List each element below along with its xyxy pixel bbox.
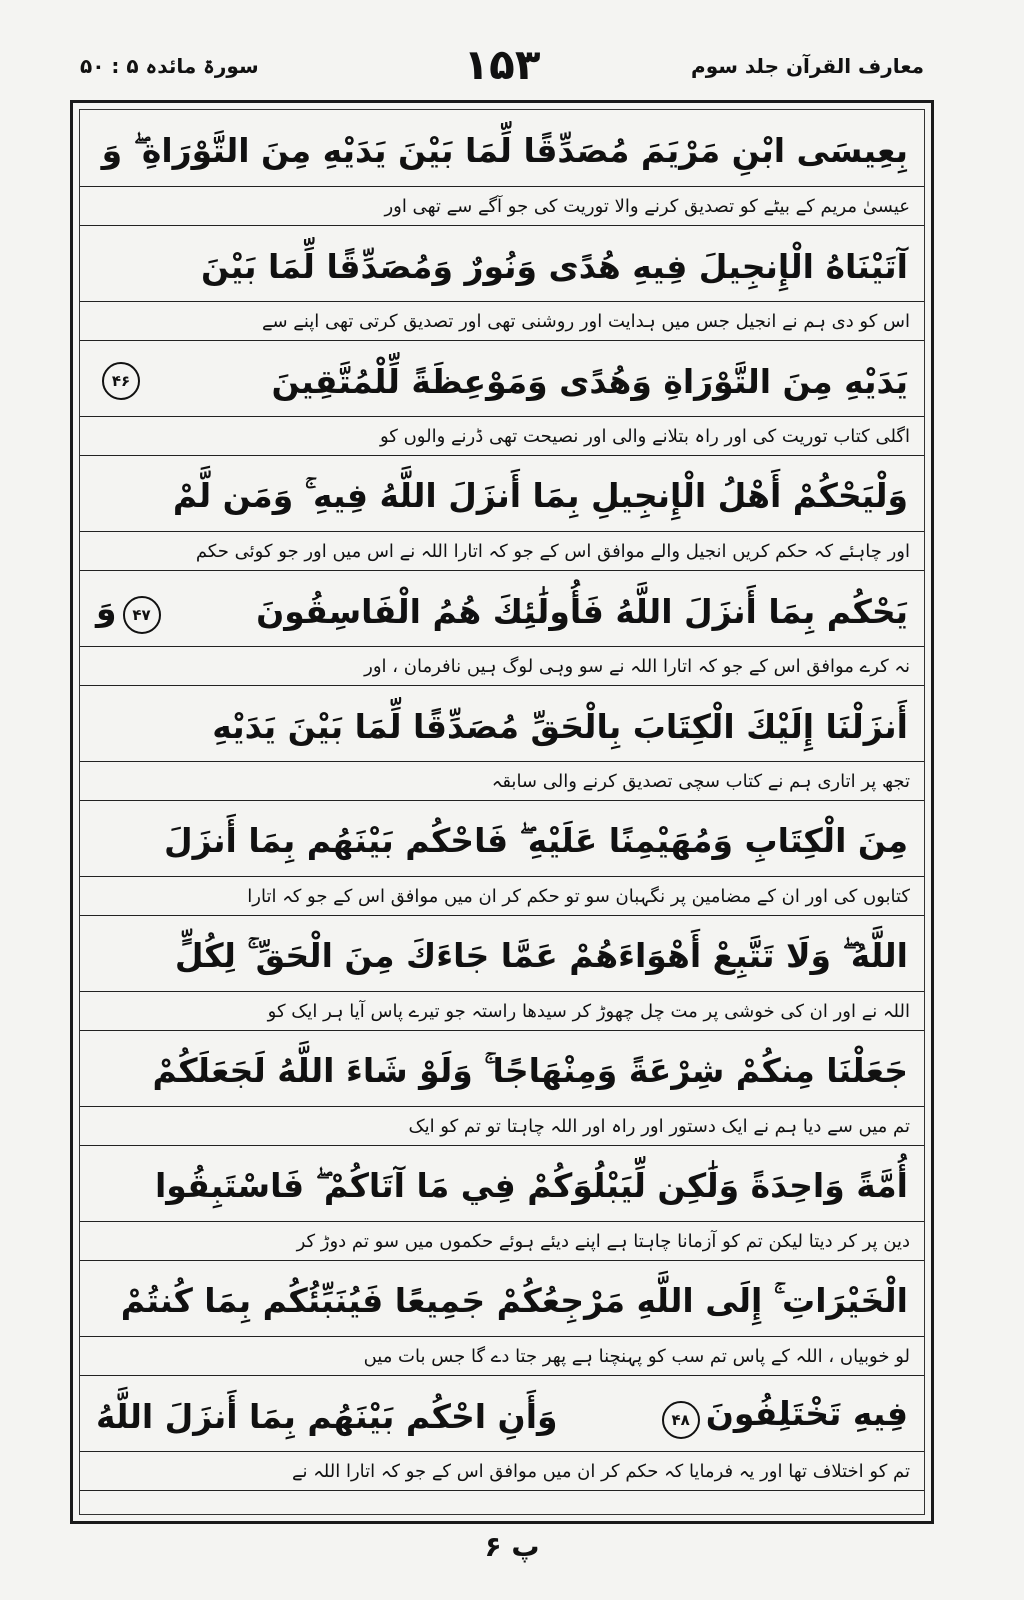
arabic-line	[80, 346, 924, 416]
urdu-line	[80, 991, 924, 1031]
arabic-line	[80, 691, 924, 761]
arabic-text-tail: وَ	[96, 588, 117, 628]
arabic-text: مِنَ الْكِتَابِ وَمُهَيْمِنًا عَلَيْهِ ۖ فَاحْكُم بَيْنَهُم بِمَا أَنزَلَ	[163, 821, 908, 860]
urdu-translation: نہ کرے موافق اس کے جو کہ اتارا اللہ نے سو وہی لوگ ہیں نافرمان ، اور	[364, 655, 910, 677]
arabic-line	[80, 116, 924, 186]
urdu-translation: لو خوبیاں ، اللہ کے پاس تم سب کو پہنچنا ہے پھر جتا دے گا جس بات میں	[363, 1345, 910, 1367]
urdu-translation: اس کو دی ہم نے انجیل جس میں ہدایت اور روشنی تھی اور تصدیق کرتی تھی اپنے سے	[261, 310, 910, 332]
arabic-text: يَحْكُم بِمَا أَنزَلَ اللَّهُ فَأُولَٰئِكَ هُمُ الْفَاسِقُونَ	[256, 591, 908, 631]
urdu-line	[80, 761, 924, 801]
arabic-line	[80, 1266, 924, 1336]
arabic-line	[80, 231, 924, 301]
urdu-translation: اور چاہئے کہ حکم کریں انجیل والے موافق اس کے جو کہ اتارا اللہ نے اس میں اور جو کوئی حکم	[195, 540, 910, 562]
arabic-line	[80, 576, 924, 646]
urdu-translation: تم میں سے دیا ہم نے ایک دستور اور راہ اور اللہ چاہتا تو تم کو ایک	[408, 1115, 910, 1137]
arabic-text: اللَّهُ ۖ وَلَا تَتَّبِعْ أَهْوَاءَهُمْ عَمَّا جَاءَكَ مِنَ الْحَقِّ ۚ لِكُلٍّ	[174, 936, 908, 975]
arabic-text: أَنزَلْنَا إِلَيْكَ الْكِتَابَ بِالْحَقِّ مُصَدِّقًا لِّمَا بَيْنَ يَدَيْهِ	[212, 706, 908, 746]
arabic-text: بِعِيسَى ابْنِ مَرْيَمَ مُصَدِّقًا لِّمَا بَيْنَ يَدَيْهِ مِنَ التَّوْرَاةِ ۖ وَ	[101, 131, 908, 170]
urdu-line	[80, 301, 924, 341]
arabic-text: أُمَّةً وَاحِدَةً وَلَٰكِن لِّيَبْلُوَكُمْ فِي مَا آتَاكُمْ ۖ فَاسْتَبِقُوا	[154, 1166, 908, 1205]
ayah-number-marker: ۴۷	[123, 596, 161, 634]
arabic-text: آتَيْنَاهُ الْإِنجِيلَ فِيهِ هُدًى وَنُورٌ وَمُصَدِّقًا لِّمَا بَيْنَ	[201, 246, 908, 286]
urdu-line	[80, 1221, 924, 1261]
text-frame	[70, 100, 934, 1524]
arabic-text: جَعَلْنَا مِنكُمْ شِرْعَةً وَمِنْهَاجًا ۚ وَلَوْ شَاءَ اللَّهُ لَجَعَلَكُمْ	[152, 1051, 908, 1090]
book-title: معارف القرآن جلد سوم	[691, 54, 924, 78]
urdu-translation: کتابوں کی اور ان کے مضامین پر نگہبان سو تو حکم کر ان میں موافق اس کے جو کہ اتارا	[247, 885, 910, 907]
ayah-number-marker: ۴۶	[102, 362, 140, 400]
urdu-translation: دین پر کر دیتا لیکن تم کو آزمانا چاہتا ہے اپنے دیئے ہوئے حکموں میں سو تم دوڑ کر	[296, 1230, 910, 1252]
urdu-line	[80, 1106, 924, 1146]
arabic-text: وَلْيَحْكُمْ أَهْلُ الْإِنجِيلِ بِمَا أَنزَلَ اللَّهُ فِيهِ ۚ وَمَن لَّمْ	[172, 476, 908, 515]
urdu-translation: اگلی کتاب توریت کی اور راہ بتلانے والی اور نصیحت تھی ڈرنے والوں کو	[379, 425, 910, 447]
urdu-translation: اللہ نے اور ان کی خوشی پر مت چل چھوڑ کر سیدھا راستہ جو تیرے پاس آیا ہر ایک کو	[267, 1000, 910, 1022]
surah-reference: سورۃ مائدہ ۵ : ۵۰	[80, 54, 259, 78]
signature-mark: پ ۶	[484, 1530, 540, 1563]
arabic-text: الْخَيْرَاتِ ۚ إِلَى اللَّهِ مَرْجِعُكُمْ جَمِيعًا فَيُنَبِّئُكُم بِمَا كُنتُمْ	[120, 1281, 908, 1320]
page-number: ۱۵۳	[463, 40, 541, 89]
arabic-text: يَدَيْهِ مِنَ التَّوْرَاةِ وَهُدًى وَمَوْعِظَةً لِّلْمُتَّقِينَ	[271, 361, 908, 401]
arabic-line	[80, 1151, 924, 1221]
urdu-line	[80, 186, 924, 226]
urdu-line	[80, 876, 924, 916]
arabic-line	[80, 806, 924, 876]
text-frame-inner	[79, 109, 925, 1515]
arabic-text-tail: وَأَنِ احْكُم بَيْنَهُم بِمَا أَنزَلَ اللَّهُ	[96, 1396, 558, 1436]
urdu-line	[80, 1336, 924, 1376]
urdu-translation: تم کو اختلاف تھا اور یہ فرمایا کہ حکم کر ان میں موافق اس کے جو کہ اتارا اللہ نے	[291, 1460, 910, 1482]
arabic-line	[80, 461, 924, 531]
page-header	[70, 40, 934, 100]
arabic-line	[80, 1036, 924, 1106]
urdu-translation: عیسیٰ مریم کے بیٹے کو تصدیق کرنے والا توریت کی جو آگے سے تھی اور	[384, 195, 910, 217]
arabic-line	[80, 1381, 924, 1451]
urdu-line	[80, 416, 924, 456]
arabic-text: فِيهِ تَخْتَلِفُونَ	[705, 1393, 908, 1433]
urdu-line	[80, 531, 924, 571]
ayah-number-marker: ۴۸	[662, 1401, 700, 1439]
urdu-line	[80, 1451, 924, 1491]
urdu-translation: تجھ پر اتاری ہم نے کتاب سچی تصدیق کرنے والی سابقہ	[491, 770, 910, 792]
arabic-line	[80, 921, 924, 991]
urdu-line	[80, 646, 924, 686]
